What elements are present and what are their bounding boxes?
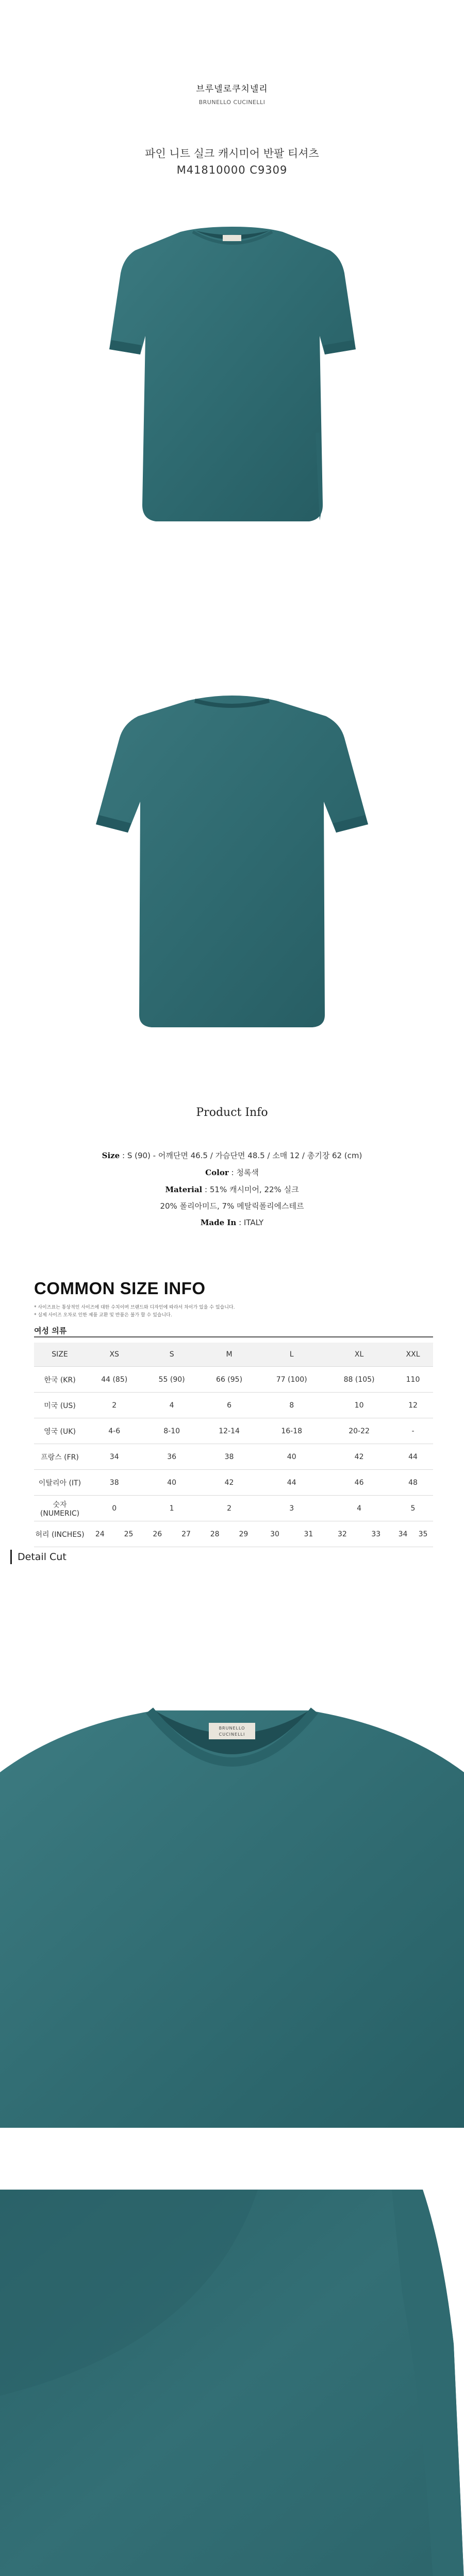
brand-label-tag: [223, 235, 241, 241]
size-row-label: 숫자 (NUMERIC): [34, 1496, 86, 1521]
detail-cut-marker: [10, 1550, 12, 1564]
info-size-value: : S (90) - 어깨단면 46.5 / 가슴단면 48.5 / 소매 12 / 총기장 62 (cm): [122, 1151, 362, 1160]
size-row-label: 프랑스 (FR): [34, 1444, 86, 1470]
size-cell: 20-22: [325, 1418, 393, 1444]
size-cell: 0: [86, 1496, 143, 1521]
neckline-closeup-image: [0, 1695, 464, 2128]
size-cell: 40: [143, 1470, 200, 1496]
size-cell: 46: [325, 1470, 393, 1496]
size-row-label: 영국 (UK): [34, 1418, 86, 1444]
womens-clothing-label: 여성 의류: [34, 1326, 67, 1335]
size-cell: -: [393, 1418, 433, 1444]
size-header-cell: M: [201, 1343, 258, 1367]
size-cell: 16-18: [258, 1418, 325, 1444]
size-table-row: [34, 1418, 433, 1444]
info-color-label: Color: [205, 1168, 229, 1177]
size-cell: 1: [143, 1496, 200, 1521]
info-made-label: Made In: [200, 1218, 237, 1227]
size-cell: 77 (100): [258, 1367, 325, 1393]
size-cell: 12: [393, 1393, 433, 1418]
size-cell: 8: [258, 1393, 325, 1418]
size-cell-inches: 35: [413, 1521, 433, 1547]
size-row-label: 허리 (INCHES): [34, 1521, 86, 1547]
info-color-value: : 청록색: [231, 1168, 259, 1177]
size-cell: 6: [201, 1393, 258, 1418]
size-table-row: [34, 1470, 433, 1496]
tshirt-front-image: [0, 216, 464, 536]
info-made-line: [0, 1218, 464, 1227]
size-table: [34, 1343, 433, 1547]
size-cell: 2: [86, 1393, 143, 1418]
brand-name-korean: 브루넬로쿠치넬리: [196, 84, 268, 94]
size-cell: 4-6: [86, 1418, 143, 1444]
size-note-1: * 사이즈표는 통상적인 사이즈에 대한 수치이며 브랜드와 디자인에 따라서 차이가 있을 수 있습니다.: [34, 1305, 235, 1310]
size-cell: 44: [393, 1444, 433, 1470]
size-cell-inches: 25: [114, 1521, 143, 1547]
info-material-label: Material: [165, 1185, 203, 1194]
brand-label-closeup: [209, 1723, 255, 1739]
size-cell: 34: [86, 1444, 143, 1470]
size-cell: 36: [143, 1444, 200, 1470]
size-header-cell: XXL: [393, 1343, 433, 1367]
sleeve-closeup-image: [0, 2190, 464, 2576]
size-cell: 55 (90): [143, 1367, 200, 1393]
info-material-line-2: 20% 폴리아미드, 7% 메탈릭폴리에스테르: [160, 1201, 304, 1211]
size-header-cell: S: [143, 1343, 200, 1367]
size-cell-inches: 28: [201, 1521, 229, 1547]
size-cell-inches: 34: [393, 1521, 413, 1547]
info-color-line: [0, 1167, 464, 1178]
size-cell: 42: [325, 1444, 393, 1470]
size-cell: 8-10: [143, 1418, 200, 1444]
size-cell-inches: 30: [258, 1521, 291, 1547]
size-note-2: * 실제 사이즈 오차로 인한 제품 교환 및 반품은 불가 할 수 있습니다.: [34, 1313, 172, 1318]
size-row-label: 미국 (US): [34, 1393, 86, 1418]
size-cell: 88 (105): [325, 1367, 393, 1393]
size-cell: 44 (85): [86, 1367, 143, 1393]
size-table-row: [34, 1496, 433, 1521]
size-cell: 40: [258, 1444, 325, 1470]
size-cell: 110: [393, 1367, 433, 1393]
size-cell: 48: [393, 1470, 433, 1496]
size-cell: 10: [325, 1393, 393, 1418]
size-cell: 2: [201, 1496, 258, 1521]
size-cell: 12-14: [201, 1418, 258, 1444]
tshirt-back-image: [0, 680, 464, 1041]
size-row-label: 이탈리아 (IT): [34, 1470, 86, 1496]
size-cell: 4: [325, 1496, 393, 1521]
size-cell: 3: [258, 1496, 325, 1521]
size-table-row: [34, 1367, 433, 1393]
size-cell: 66 (95): [201, 1367, 258, 1393]
size-header-cell: XL: [325, 1343, 393, 1367]
size-info-title: COMMON SIZE INFO: [34, 1279, 206, 1298]
info-size-label: Size: [102, 1151, 120, 1160]
info-material-line: [0, 1184, 464, 1195]
size-table-row: [34, 1393, 433, 1418]
size-cell-inches: 32: [325, 1521, 359, 1547]
size-table-rule: [34, 1336, 433, 1337]
size-cell-inches: 24: [86, 1521, 114, 1547]
size-cell: 42: [201, 1470, 258, 1496]
info-size-line: [0, 1150, 464, 1161]
size-cell-inches: 29: [229, 1521, 258, 1547]
size-cell-inches: 26: [143, 1521, 172, 1547]
size-cell: 38: [86, 1470, 143, 1496]
product-code: M41810000 C9309: [176, 164, 288, 176]
info-made-value: : ITALY: [239, 1218, 264, 1227]
info-material-value: : 51% 캐시미어, 22% 실크: [205, 1185, 299, 1194]
size-row-label: 한국 (KR): [34, 1367, 86, 1393]
label-text-line-1: BRUNELLO: [219, 1726, 245, 1731]
size-cell: 5: [393, 1496, 433, 1521]
brand-name-english: BRUNELLO CUCINELLI: [198, 99, 266, 106]
product-name: 파인 니트 실크 캐시미어 반팔 티셔츠: [145, 147, 319, 160]
size-cell-inches: 27: [172, 1521, 201, 1547]
size-table-header-row: [34, 1343, 433, 1367]
product-info-title: Product Info: [196, 1106, 268, 1119]
detail-cut-label: Detail Cut: [18, 1551, 67, 1563]
size-cell: 44: [258, 1470, 325, 1496]
label-text-line-2: CUCINELLI: [219, 1732, 245, 1737]
size-header-cell: XS: [86, 1343, 143, 1367]
size-cell-inches: 31: [292, 1521, 325, 1547]
size-table-row-inches: [34, 1521, 433, 1547]
size-cell-inches: 33: [359, 1521, 393, 1547]
size-cell: 38: [201, 1444, 258, 1470]
size-cell: 4: [143, 1393, 200, 1418]
size-header-label: SIZE: [34, 1343, 86, 1367]
size-table-row: [34, 1444, 433, 1470]
size-header-cell: L: [258, 1343, 325, 1367]
